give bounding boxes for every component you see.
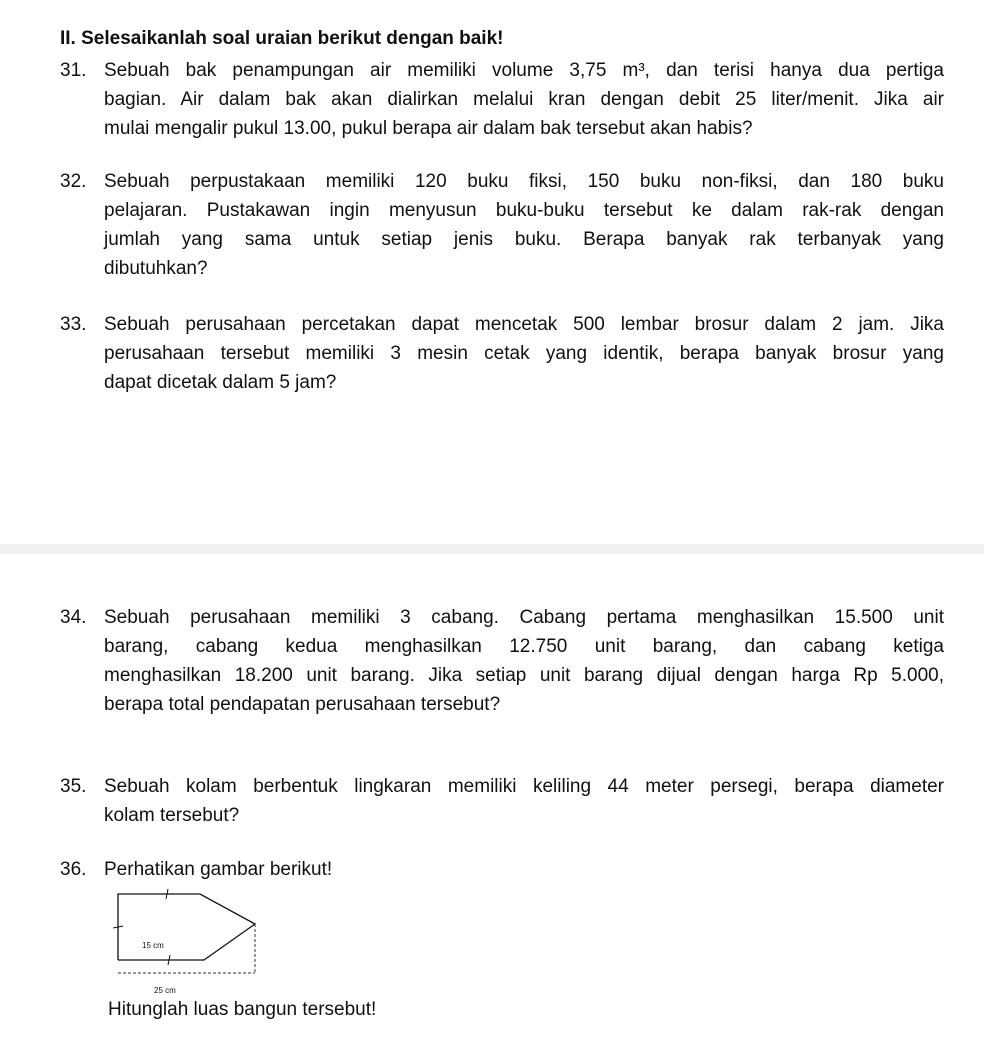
section-title: II. Selesaikanlah soal uraian berikut dengan baik!: [60, 28, 504, 49]
question-line: menghasilkan 18.200 unit barang. Jika setiap unit barang dijual dengan harga Rp 5.000,: [104, 665, 944, 686]
question-line: Sebuah perusahaan percetakan dapat mencetak 500 lembar brosur dalam 2 jam. Jika: [104, 314, 944, 335]
question-line: bagian. Air dalam bak akan dialirkan melalui kran dengan debit 25 liter/menit. Jika air: [104, 89, 944, 110]
question-line: Sebuah perusahaan memiliki 3 cabang. Cabang pertama menghasilkan 15.500 unit: [104, 607, 944, 628]
question-31: [60, 56, 944, 143]
shape-outline: [118, 894, 255, 960]
question-number: 31.: [60, 60, 87, 81]
shape-figure: [110, 884, 270, 999]
question-33: [60, 310, 944, 397]
question-line: barang, cabang kedua menghasilkan 12.750 unit barang, dan cabang ketiga: [104, 636, 944, 657]
question-line: Sebuah kolam berbentuk lingkaran memiliki keliling 44 meter persegi, berapa diameter: [104, 776, 944, 797]
length-label: 25 cm: [154, 986, 176, 995]
question-line: mulai mengalir pukul 13.00, pukul berapa air dalam bak tersebut akan habis?: [104, 118, 753, 139]
question-line: dibutuhkan?: [104, 258, 208, 279]
question-number: 33.: [60, 314, 87, 335]
question-36: [60, 855, 944, 884]
question-number: 32.: [60, 171, 87, 192]
question-line: Sebuah bak penampungan air memiliki volume 3,75 m³, dan terisi hanya dua pertiga: [104, 60, 944, 81]
page-divider: [0, 544, 984, 554]
question-line: jumlah yang sama untuk setiap jenis buku. Berapa banyak rak terbanyak yang: [104, 229, 944, 250]
question-line: Perhatikan gambar berikut!: [104, 859, 333, 880]
question-number: 35.: [60, 776, 87, 797]
question-line: kolam tersebut?: [104, 805, 240, 826]
question-34: [60, 603, 944, 719]
question-35: [60, 772, 944, 830]
question-line: dapat dicetak dalam 5 jam?: [104, 372, 337, 393]
closing-instruction: Hitunglah luas bangun tersebut!: [108, 999, 377, 1020]
question-line: Sebuah perpustakaan memiliki 120 buku fiksi, 150 buku non-fiksi, dan 180 buku: [104, 171, 944, 192]
question-number: 36.: [60, 859, 87, 880]
question-32: [60, 167, 944, 283]
question-number: 34.: [60, 607, 87, 628]
question-line: perusahaan tersebut memiliki 3 mesin cetak yang identik, berapa banyak brosur yang: [104, 343, 944, 364]
width-label: 15 cm: [142, 941, 164, 950]
question-line: berapa total pendapatan perusahaan tersebut?: [104, 694, 501, 715]
question-line: pelajaran. Pustakawan ingin menyusun buku-buku tersebut ke dalam rak-rak dengan: [104, 200, 944, 221]
